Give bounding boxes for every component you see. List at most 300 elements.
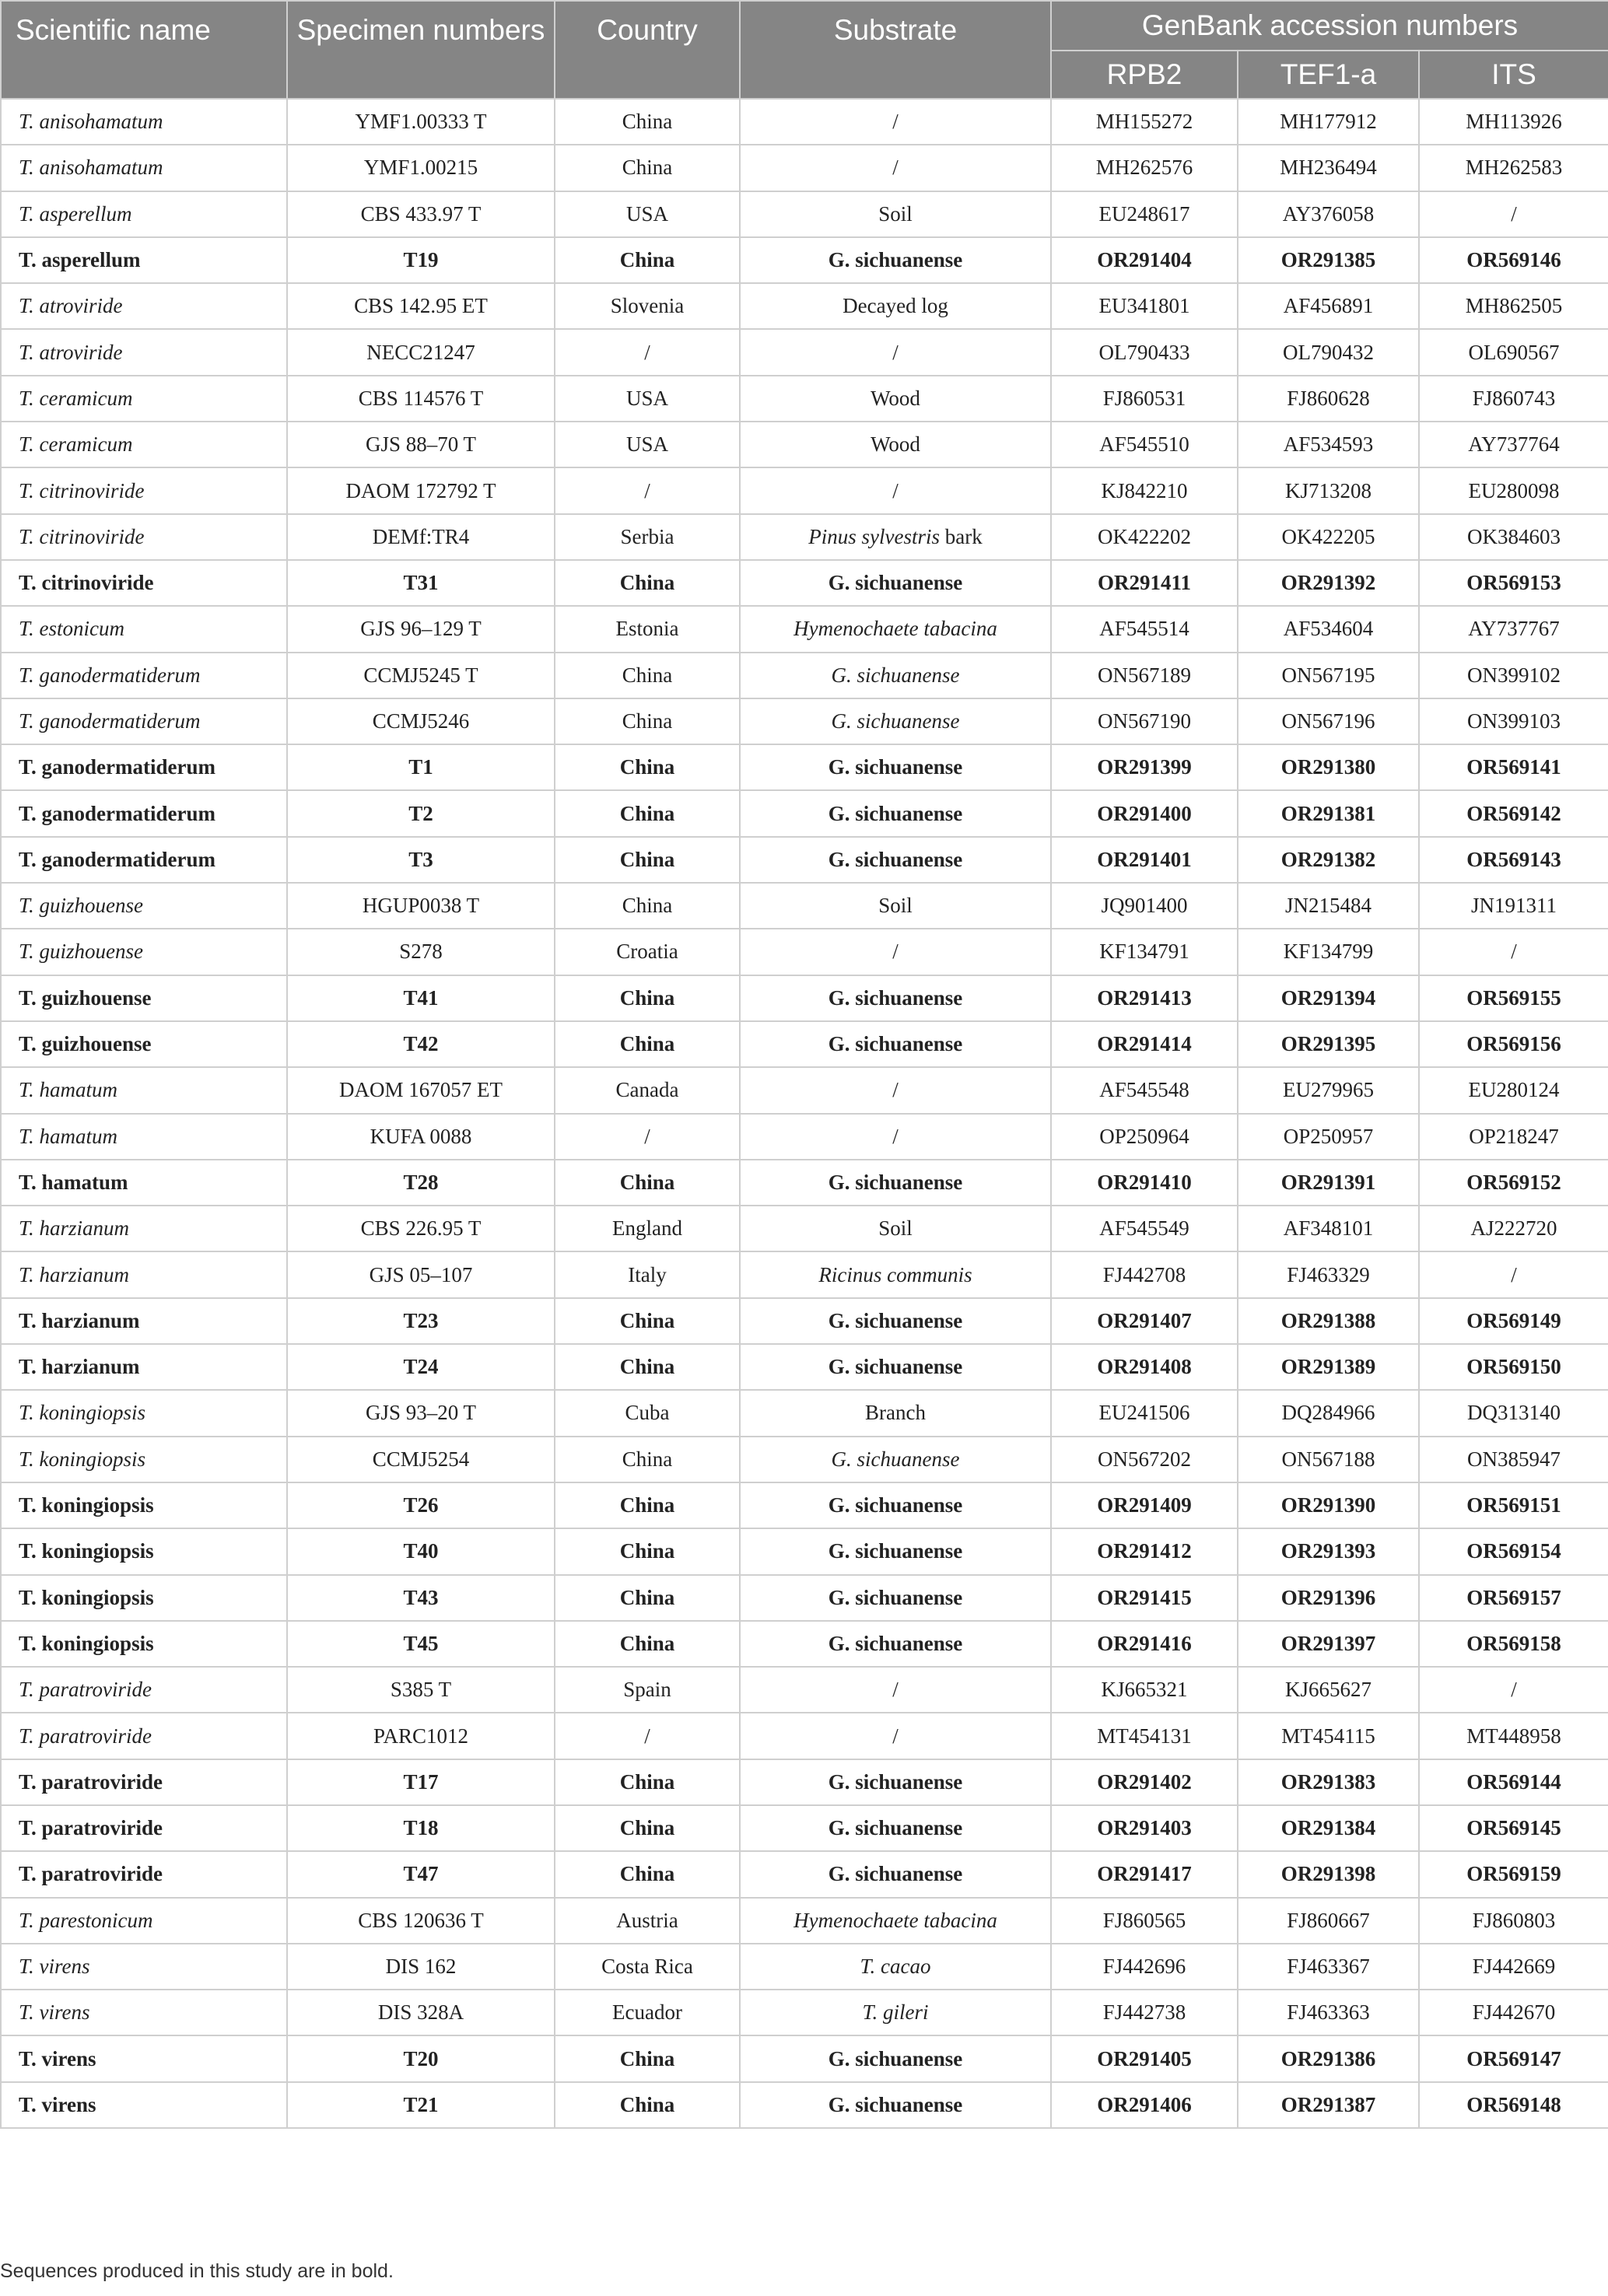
cell-specimen-number: GJS 05–107 (287, 1251, 555, 1297)
cell-scientific-name: T. koningiopsis (1, 1390, 287, 1436)
table-row (1, 2082, 1608, 2128)
header-scientific-name: Scientific name (1, 1, 287, 99)
table-row (1, 1713, 1608, 1759)
cell-rpb2: OR291409 (1051, 1482, 1238, 1528)
cell-country: Estonia (555, 606, 740, 652)
cell-rpb2: AF545548 (1051, 1067, 1238, 1113)
cell-specimen-number: YMF1.00333 T (287, 99, 555, 145)
cell-specimen-number: GJS 96–129 T (287, 606, 555, 652)
cell-rpb2: ON567189 (1051, 653, 1238, 698)
cell-specimen-number: PARC1012 (287, 1713, 555, 1759)
cell-its: OR569158 (1419, 1621, 1608, 1667)
cell-tef: ON567195 (1238, 653, 1419, 698)
cell-tef: FJ860667 (1238, 1898, 1419, 1944)
cell-its: FJ442670 (1419, 1990, 1608, 2035)
cell-rpb2: OR291407 (1051, 1298, 1238, 1344)
table-row (1, 1160, 1608, 1206)
cell-specimen-number: CCMJ5246 (287, 698, 555, 744)
cell-country: / (555, 329, 740, 375)
cell-scientific-name: T. paratroviride (1, 1759, 287, 1805)
cell-its: / (1419, 929, 1608, 975)
cell-rpb2: AF545549 (1051, 1206, 1238, 1251)
cell-scientific-name: T. paratroviride (1, 1713, 287, 1759)
cell-scientific-name: T. asperellum (1, 191, 287, 237)
table-row (1, 744, 1608, 790)
cell-specimen-number: T28 (287, 1160, 555, 1206)
table-row (1, 1528, 1608, 1574)
cell-scientific-name: T. harzianum (1, 1344, 287, 1390)
cell-its: DQ313140 (1419, 1390, 1608, 1436)
cell-country: Spain (555, 1667, 740, 1713)
cell-substrate: Branch (740, 1390, 1051, 1436)
cell-rpb2: OR291413 (1051, 975, 1238, 1021)
cell-country: / (555, 467, 740, 513)
table-row (1, 560, 1608, 606)
cell-tef: AF348101 (1238, 1206, 1419, 1251)
cell-scientific-name: T. harzianum (1, 1251, 287, 1297)
cell-specimen-number: T40 (287, 1528, 555, 1574)
table-row (1, 1805, 1608, 1851)
cell-its: ON399103 (1419, 698, 1608, 744)
cell-substrate: / (740, 329, 1051, 375)
cell-country: Ecuador (555, 1990, 740, 2035)
cell-substrate: Soil (740, 1206, 1051, 1251)
table-row (1, 99, 1608, 145)
cell-tef: OR291384 (1238, 1805, 1419, 1851)
cell-its: FJ860743 (1419, 376, 1608, 422)
cell-scientific-name: T. ganodermatiderum (1, 837, 287, 883)
cell-specimen-number: T43 (287, 1575, 555, 1621)
cell-country: China (555, 975, 740, 1021)
cell-specimen-number: T17 (287, 1759, 555, 1805)
cell-rpb2: OR291404 (1051, 237, 1238, 283)
cell-substrate: G. sichuanense (740, 1805, 1051, 1851)
cell-substrate: / (740, 929, 1051, 975)
cell-scientific-name: T. citrinoviride (1, 514, 287, 560)
cell-rpb2: FJ442696 (1051, 1944, 1238, 1990)
cell-its: OR569151 (1419, 1482, 1608, 1528)
cell-specimen-number: CBS 114576 T (287, 376, 555, 422)
cell-country: China (555, 883, 740, 929)
cell-specimen-number: CBS 142.95 ET (287, 283, 555, 329)
cell-scientific-name: T. guizhouense (1, 975, 287, 1021)
cell-its: OR569156 (1419, 1021, 1608, 1067)
cell-tef: EU279965 (1238, 1067, 1419, 1113)
cell-tef: OR291387 (1238, 2082, 1419, 2128)
cell-specimen-number: T31 (287, 560, 555, 606)
cell-tef: FJ860628 (1238, 376, 1419, 422)
cell-specimen-number: CCMJ5254 (287, 1437, 555, 1482)
cell-scientific-name: T. virens (1, 2082, 287, 2128)
cell-rpb2: OR291402 (1051, 1759, 1238, 1805)
cell-substrate: G. sichuanense (740, 1160, 1051, 1206)
cell-its: MT448958 (1419, 1713, 1608, 1759)
cell-scientific-name: T. koningiopsis (1, 1621, 287, 1667)
table-row (1, 1482, 1608, 1528)
cell-rpb2: MH155272 (1051, 99, 1238, 145)
cell-substrate: Wood (740, 376, 1051, 422)
table-row (1, 606, 1608, 652)
cell-tef: JN215484 (1238, 883, 1419, 929)
cell-scientific-name: T. harzianum (1, 1206, 287, 1251)
table-row (1, 329, 1608, 375)
cell-country: China (555, 1437, 740, 1482)
cell-scientific-name: T. virens (1, 1990, 287, 2035)
cell-specimen-number: T21 (287, 2082, 555, 2128)
cell-its: FJ860803 (1419, 1898, 1608, 1944)
table-row (1, 1206, 1608, 1251)
cell-tef: AF534593 (1238, 422, 1419, 467)
cell-country: China (555, 237, 740, 283)
cell-substrate: G. sichuanense (740, 653, 1051, 698)
table-row (1, 653, 1608, 698)
cell-rpb2: EU248617 (1051, 191, 1238, 237)
cell-substrate: G. sichuanense (740, 1851, 1051, 1897)
cell-scientific-name: T. koningiopsis (1, 1528, 287, 1574)
cell-country: China (555, 790, 740, 836)
cell-scientific-name: T. paratroviride (1, 1805, 287, 1851)
cell-rpb2: OR291416 (1051, 1621, 1238, 1667)
cell-tef: OR291385 (1238, 237, 1419, 283)
table-row (1, 1298, 1608, 1344)
cell-scientific-name: T. guizhouense (1, 1021, 287, 1067)
table-header (1, 1, 1608, 99)
cell-substrate: G. sichuanense (740, 790, 1051, 836)
cell-scientific-name: T. ganodermatiderum (1, 790, 287, 836)
cell-substrate: G. sichuanense (740, 1482, 1051, 1528)
cell-specimen-number: T26 (287, 1482, 555, 1528)
cell-specimen-number: T23 (287, 1298, 555, 1344)
cell-substrate: G. sichuanense (740, 744, 1051, 790)
cell-substrate: G. sichuanense (740, 1528, 1051, 1574)
cell-tef: KJ713208 (1238, 467, 1419, 513)
cell-specimen-number: DEMf:TR4 (287, 514, 555, 560)
cell-rpb2: FJ860531 (1051, 376, 1238, 422)
cell-tef: OR291390 (1238, 1482, 1419, 1528)
table-row (1, 1759, 1608, 1805)
cell-scientific-name: T. koningiopsis (1, 1437, 287, 1482)
table-row (1, 1990, 1608, 2035)
cell-its: AY737764 (1419, 422, 1608, 467)
cell-scientific-name: T. ceramicum (1, 422, 287, 467)
header-rpb2: RPB2 (1051, 51, 1238, 99)
cell-substrate: G. sichuanense (740, 1759, 1051, 1805)
header-tef: TEF1-a (1238, 51, 1419, 99)
table-row (1, 929, 1608, 975)
cell-tef: FJ463329 (1238, 1251, 1419, 1297)
cell-country: China (555, 1805, 740, 1851)
cell-scientific-name: T. virens (1, 1944, 287, 1990)
cell-specimen-number: DAOM 172792 T (287, 467, 555, 513)
cell-substrate: T. cacao (740, 1944, 1051, 1990)
cell-substrate: G. sichuanense (740, 1575, 1051, 1621)
cell-rpb2: OR291410 (1051, 1160, 1238, 1206)
cell-specimen-number: DAOM 167057 ET (287, 1067, 555, 1113)
cell-specimen-number: T45 (287, 1621, 555, 1667)
cell-rpb2: OK422202 (1051, 514, 1238, 560)
cell-rpb2: OR291415 (1051, 1575, 1238, 1621)
cell-tef: OR291383 (1238, 1759, 1419, 1805)
cell-its: OR569159 (1419, 1851, 1608, 1897)
cell-country: China (555, 99, 740, 145)
cell-tef: OR291388 (1238, 1298, 1419, 1344)
cell-rpb2: OR291417 (1051, 1851, 1238, 1897)
cell-rpb2: MT454131 (1051, 1713, 1238, 1759)
cell-substrate: Soil (740, 191, 1051, 237)
cell-rpb2: OR291399 (1051, 744, 1238, 790)
header-specimen-numbers: Specimen numbers (287, 1, 555, 99)
cell-tef: OR291391 (1238, 1160, 1419, 1206)
header-genbank: GenBank accession numbers (1051, 1, 1608, 51)
table-row (1, 1898, 1608, 1944)
cell-substrate: Pinus sylvestris bark (740, 514, 1051, 560)
cell-its: OR569146 (1419, 237, 1608, 283)
table-row (1, 1575, 1608, 1621)
cell-specimen-number: T41 (287, 975, 555, 1021)
table-row (1, 1437, 1608, 1482)
cell-its: OR569152 (1419, 1160, 1608, 1206)
cell-specimen-number: CCMJ5245 T (287, 653, 555, 698)
cell-its: JN191311 (1419, 883, 1608, 929)
cell-its: OR569155 (1419, 975, 1608, 1021)
table-row (1, 975, 1608, 1021)
cell-rpb2: OR291401 (1051, 837, 1238, 883)
cell-substrate: G. sichuanense (740, 237, 1051, 283)
cell-rpb2: KJ842210 (1051, 467, 1238, 513)
table-footnote: Sequences produced in this study are in bold. (0, 2260, 394, 2282)
cell-substrate: Soil (740, 883, 1051, 929)
table-row (1, 1944, 1608, 1990)
cell-tef: OR291389 (1238, 1344, 1419, 1390)
cell-substrate: G. sichuanense (740, 1344, 1051, 1390)
cell-country: Croatia (555, 929, 740, 975)
cell-tef: OR291394 (1238, 975, 1419, 1021)
cell-country: China (555, 145, 740, 191)
cell-country: Austria (555, 1898, 740, 1944)
cell-substrate: G. sichuanense (740, 2082, 1051, 2128)
cell-its: OR569149 (1419, 1298, 1608, 1344)
cell-scientific-name: T. citrinoviride (1, 467, 287, 513)
cell-rpb2: OR291412 (1051, 1528, 1238, 1574)
cell-specimen-number: GJS 88–70 T (287, 422, 555, 467)
cell-specimen-number: KUFA 0088 (287, 1114, 555, 1160)
cell-substrate: G. sichuanense (740, 975, 1051, 1021)
cell-its: OR569145 (1419, 1805, 1608, 1851)
header-substrate: Substrate (740, 1, 1051, 99)
cell-its: OR569153 (1419, 560, 1608, 606)
cell-scientific-name: T. guizhouense (1, 929, 287, 975)
cell-scientific-name: T. atroviride (1, 329, 287, 375)
cell-rpb2: OR291411 (1051, 560, 1238, 606)
cell-country: / (555, 1114, 740, 1160)
cell-its: OR569150 (1419, 1344, 1608, 1390)
table-row (1, 1251, 1608, 1297)
cell-scientific-name: T. koningiopsis (1, 1575, 287, 1621)
cell-its: OR569148 (1419, 2082, 1608, 2128)
table-row (1, 191, 1608, 237)
cell-rpb2: AF545514 (1051, 606, 1238, 652)
cell-scientific-name: T. hamatum (1, 1067, 287, 1113)
cell-rpb2: EU341801 (1051, 283, 1238, 329)
cell-tef: KJ665627 (1238, 1667, 1419, 1713)
cell-its: OR569157 (1419, 1575, 1608, 1621)
cell-scientific-name: T. ganodermatiderum (1, 653, 287, 698)
table-row (1, 1667, 1608, 1713)
cell-substrate: / (740, 99, 1051, 145)
cell-scientific-name: T. ganodermatiderum (1, 744, 287, 790)
cell-tef: MT454115 (1238, 1713, 1419, 1759)
cell-rpb2: ON567190 (1051, 698, 1238, 744)
cell-its: AY737767 (1419, 606, 1608, 652)
cell-country: Italy (555, 1251, 740, 1297)
cell-its: OK384603 (1419, 514, 1608, 560)
cell-specimen-number: S385 T (287, 1667, 555, 1713)
cell-tef: OR291386 (1238, 2035, 1419, 2081)
cell-rpb2: KJ665321 (1051, 1667, 1238, 1713)
cell-country: China (555, 1759, 740, 1805)
cell-tef: OR291396 (1238, 1575, 1419, 1621)
cell-specimen-number: GJS 93–20 T (287, 1390, 555, 1436)
cell-its: OR569142 (1419, 790, 1608, 836)
cell-scientific-name: T. paratroviride (1, 1851, 287, 1897)
cell-country: China (555, 744, 740, 790)
cell-substrate: / (740, 145, 1051, 191)
header-its: ITS (1419, 51, 1608, 99)
cell-specimen-number: CBS 433.97 T (287, 191, 555, 237)
cell-specimen-number: T24 (287, 1344, 555, 1390)
cell-rpb2: MH262576 (1051, 145, 1238, 191)
table-row (1, 467, 1608, 513)
cell-tef: KF134799 (1238, 929, 1419, 975)
cell-its: OL690567 (1419, 329, 1608, 375)
cell-specimen-number: T47 (287, 1851, 555, 1897)
cell-tef: OR291382 (1238, 837, 1419, 883)
cell-substrate: Hymenochaete tabacina (740, 1898, 1051, 1944)
cell-its: FJ442669 (1419, 1944, 1608, 1990)
cell-substrate: / (740, 1114, 1051, 1160)
cell-scientific-name: T. citrinoviride (1, 560, 287, 606)
table-row (1, 376, 1608, 422)
table-row (1, 1390, 1608, 1436)
cell-scientific-name: T. atroviride (1, 283, 287, 329)
table-row (1, 1021, 1608, 1067)
cell-tef: OR291395 (1238, 1021, 1419, 1067)
cell-substrate: G. sichuanense (740, 837, 1051, 883)
cell-rpb2: ON567202 (1051, 1437, 1238, 1482)
cell-country: Serbia (555, 514, 740, 560)
cell-substrate: G. sichuanense (740, 1021, 1051, 1067)
cell-scientific-name: T. anisohamatum (1, 99, 287, 145)
cell-tef: MH177912 (1238, 99, 1419, 145)
cell-substrate: Wood (740, 422, 1051, 467)
cell-scientific-name: T. asperellum (1, 237, 287, 283)
cell-its: OR569143 (1419, 837, 1608, 883)
cell-country: / (555, 1713, 740, 1759)
cell-rpb2: FJ442738 (1051, 1990, 1238, 2035)
cell-country: China (555, 2082, 740, 2128)
cell-specimen-number: T19 (287, 237, 555, 283)
table-row (1, 698, 1608, 744)
cell-country: China (555, 560, 740, 606)
cell-country: England (555, 1206, 740, 1251)
cell-specimen-number: T2 (287, 790, 555, 836)
cell-tef: OR291380 (1238, 744, 1419, 790)
table-body (1, 99, 1608, 2128)
cell-rpb2: AF545510 (1051, 422, 1238, 467)
cell-scientific-name: T. hamatum (1, 1114, 287, 1160)
cell-scientific-name: T. parestonicum (1, 1898, 287, 1944)
table-row (1, 1344, 1608, 1390)
cell-its: EU280098 (1419, 467, 1608, 513)
cell-country: USA (555, 191, 740, 237)
cell-rpb2: OR291406 (1051, 2082, 1238, 2128)
cell-substrate: G. sichuanense (740, 2035, 1051, 2081)
cell-its: OR569154 (1419, 1528, 1608, 1574)
cell-country: China (555, 1160, 740, 1206)
cell-country: China (555, 1298, 740, 1344)
cell-specimen-number: CBS 120636 T (287, 1898, 555, 1944)
table-row (1, 237, 1608, 283)
table-row (1, 283, 1608, 329)
cell-its: MH113926 (1419, 99, 1608, 145)
cell-scientific-name: T. anisohamatum (1, 145, 287, 191)
cell-tef: OR291398 (1238, 1851, 1419, 1897)
cell-country: Costa Rica (555, 1944, 740, 1990)
cell-its: OR569147 (1419, 2035, 1608, 2081)
cell-tef: AY376058 (1238, 191, 1419, 237)
cell-its: / (1419, 1667, 1608, 1713)
cell-substrate: / (740, 1667, 1051, 1713)
cell-substrate: Decayed log (740, 283, 1051, 329)
cell-specimen-number: YMF1.00215 (287, 145, 555, 191)
cell-rpb2: OR291400 (1051, 790, 1238, 836)
cell-country: Cuba (555, 1390, 740, 1436)
cell-country: China (555, 1575, 740, 1621)
cell-country: China (555, 1482, 740, 1528)
cell-specimen-number: T18 (287, 1805, 555, 1851)
cell-its: OR569144 (1419, 1759, 1608, 1805)
cell-country: China (555, 837, 740, 883)
cell-its: ON399102 (1419, 653, 1608, 698)
cell-country: China (555, 698, 740, 744)
cell-tef: OR291381 (1238, 790, 1419, 836)
cell-specimen-number: T3 (287, 837, 555, 883)
cell-substrate: / (740, 1067, 1051, 1113)
cell-substrate: T. gileri (740, 1990, 1051, 2035)
cell-specimen-number: NECC21247 (287, 329, 555, 375)
cell-scientific-name: T. guizhouense (1, 883, 287, 929)
cell-substrate: G. sichuanense (740, 560, 1051, 606)
cell-tef: MH236494 (1238, 145, 1419, 191)
cell-tef: OP250957 (1238, 1114, 1419, 1160)
cell-rpb2: KF134791 (1051, 929, 1238, 975)
cell-scientific-name: T. paratroviride (1, 1667, 287, 1713)
cell-country: China (555, 653, 740, 698)
cell-rpb2: EU241506 (1051, 1390, 1238, 1436)
cell-its: AJ222720 (1419, 1206, 1608, 1251)
cell-its: MH262583 (1419, 145, 1608, 191)
cell-specimen-number: DIS 328A (287, 1990, 555, 2035)
cell-tef: AF534604 (1238, 606, 1419, 652)
cell-its: MH862505 (1419, 283, 1608, 329)
cell-scientific-name: T. ganodermatiderum (1, 698, 287, 744)
cell-rpb2: JQ901400 (1051, 883, 1238, 929)
cell-tef: OR291393 (1238, 1528, 1419, 1574)
cell-country: China (555, 1851, 740, 1897)
cell-rpb2: FJ442708 (1051, 1251, 1238, 1297)
cell-scientific-name: T. koningiopsis (1, 1482, 287, 1528)
header-country: Country (555, 1, 740, 99)
